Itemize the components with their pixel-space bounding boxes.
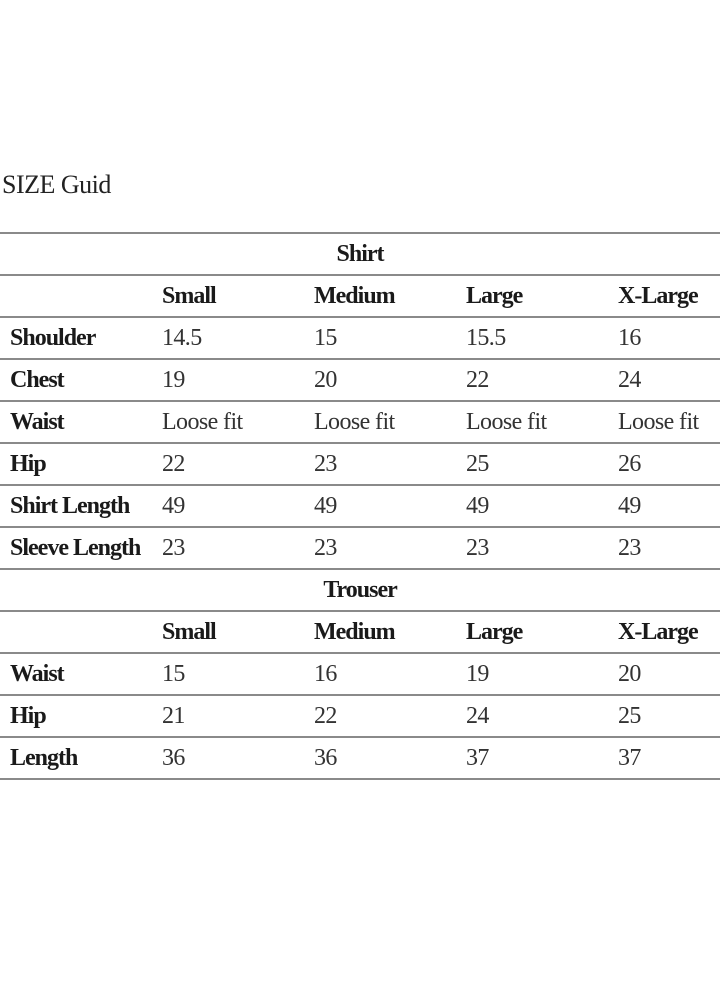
table-cell: 36 [152, 737, 304, 779]
table-cell: 23 [608, 527, 720, 569]
table-cell: 25 [456, 443, 608, 485]
column-header: Large [456, 275, 608, 317]
table-cell: 49 [152, 485, 304, 527]
column-header: Small [152, 275, 304, 317]
table-cell: 22 [152, 443, 304, 485]
table-cell: 14.5 [152, 317, 304, 359]
table-cell: 26 [608, 443, 720, 485]
table-row [0, 695, 720, 737]
row-label: Hip [0, 695, 152, 737]
column-header: X-Large [608, 275, 720, 317]
header-blank-cell [0, 275, 152, 317]
shirt-section [0, 233, 720, 569]
table-cell: Loose fit [152, 401, 304, 443]
table-cell: 23 [304, 443, 456, 485]
table-cell: Loose fit [304, 401, 456, 443]
table-row [0, 653, 720, 695]
table-row [0, 737, 720, 779]
table-row [0, 485, 720, 527]
table-row [0, 401, 720, 443]
table-cell: 16 [608, 317, 720, 359]
row-label: Length [0, 737, 152, 779]
table-row [0, 527, 720, 569]
table-cell: Loose fit [456, 401, 608, 443]
table-cell: 19 [152, 359, 304, 401]
table-row [0, 443, 720, 485]
column-header-row [0, 275, 720, 317]
column-header: X-Large [608, 611, 720, 653]
table-cell: 49 [304, 485, 456, 527]
table-cell: 21 [152, 695, 304, 737]
table-cell: 22 [456, 359, 608, 401]
table-cell: 19 [456, 653, 608, 695]
table-cell: 20 [608, 653, 720, 695]
table-row [0, 359, 720, 401]
column-header: Large [456, 611, 608, 653]
table-cell: 37 [456, 737, 608, 779]
row-label: Shirt Length [0, 485, 152, 527]
page-title: SIZE Guid [2, 170, 111, 199]
section-title-trouser: Trouser [0, 569, 720, 611]
row-label: Hip [0, 443, 152, 485]
table-cell: 23 [152, 527, 304, 569]
size-guide-table [0, 232, 720, 780]
table-cell: 25 [608, 695, 720, 737]
section-header-row [0, 233, 720, 275]
column-header: Small [152, 611, 304, 653]
column-header: Medium [304, 611, 456, 653]
trouser-section [0, 569, 720, 779]
table-cell: 24 [456, 695, 608, 737]
table-cell: 23 [456, 527, 608, 569]
table-cell: 20 [304, 359, 456, 401]
table-row [0, 317, 720, 359]
table-cell: 16 [304, 653, 456, 695]
row-label: Sleeve Length [0, 527, 152, 569]
section-header-row [0, 569, 720, 611]
table-cell: 23 [304, 527, 456, 569]
section-title-shirt: Shirt [0, 233, 720, 275]
column-header-row [0, 611, 720, 653]
table-cell: 49 [456, 485, 608, 527]
table-cell: 37 [608, 737, 720, 779]
table-cell: 22 [304, 695, 456, 737]
table-cell: 15 [152, 653, 304, 695]
table-cell: Loose fit [608, 401, 720, 443]
header-blank-cell [0, 611, 152, 653]
table-cell: 24 [608, 359, 720, 401]
table-cell: 15.5 [456, 317, 608, 359]
table-cell: 15 [304, 317, 456, 359]
table-cell: 36 [304, 737, 456, 779]
row-label: Waist [0, 401, 152, 443]
table-cell: 49 [608, 485, 720, 527]
row-label: Waist [0, 653, 152, 695]
column-header: Medium [304, 275, 456, 317]
row-label: Shoulder [0, 317, 152, 359]
row-label: Chest [0, 359, 152, 401]
